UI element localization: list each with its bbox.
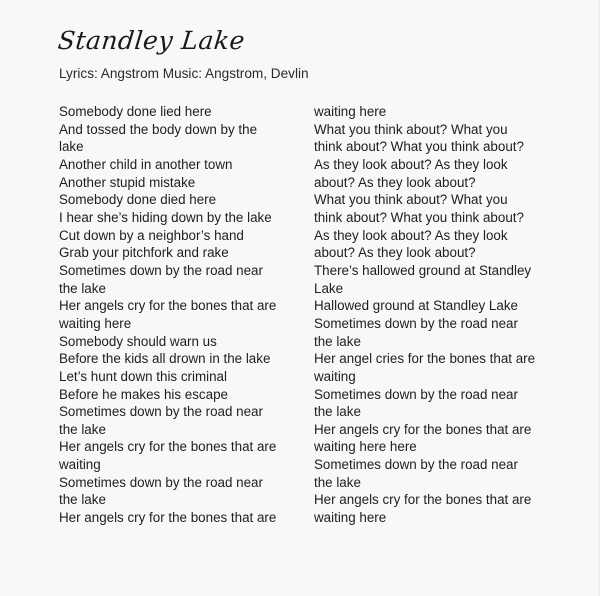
lyric-line: Grab your pitchfork and rake	[59, 245, 229, 261]
lyric-line: about? As they look about?	[314, 245, 476, 261]
lyric-line: Let’s hunt down this criminal	[59, 368, 227, 384]
lyric-line: Hallowed ground at Standley Lake	[314, 298, 518, 314]
lyric-line: Lake	[314, 280, 344, 296]
lyric-line: the lake	[59, 492, 106, 508]
lyric-line: think about? What you think about?	[314, 139, 524, 155]
lyric-line: Before the kids all drown in the lake	[59, 351, 271, 367]
lyric-line: Sometimes down by the road near	[59, 262, 263, 278]
lyric-line: Another stupid mistake	[59, 174, 196, 190]
lyric-line: waiting	[314, 368, 356, 384]
lyric-line: waiting here	[314, 104, 387, 119]
lyric-line: Sometimes down by the road near	[314, 457, 518, 473]
lyric-line: waiting here	[59, 315, 132, 331]
lyric-line: Cut down by a neighbor’s hand	[59, 227, 244, 243]
lyric-line: waiting	[59, 457, 101, 473]
lyric-line: waiting here	[314, 510, 387, 526]
lyric-line: about? As they look about?	[314, 174, 476, 190]
lyric-line: As they look about? As they look	[314, 227, 508, 243]
lyric-line: There’s hallowed ground at Standley	[314, 262, 532, 278]
lyric-line: Somebody should warn us	[59, 333, 217, 349]
lyric-line: Sometimes down by the road near	[59, 474, 263, 490]
lyric-line: the lake	[314, 404, 361, 420]
lyric-line: Her angels cry for the bones that are	[59, 298, 277, 314]
lyric-line: As they look about? As they look	[314, 156, 508, 172]
lyric-line: Her angels cry for the bones that are	[314, 492, 532, 508]
lyric-line: the lake	[59, 280, 106, 296]
lyrics-column-left	[59, 103, 299, 527]
lyrics-column-right	[314, 103, 554, 527]
lyric-line: Sometimes down by the road near	[59, 404, 263, 420]
lyric-line: Sometimes down by the road near	[314, 315, 518, 331]
lyric-line: Somebody done died here	[59, 192, 217, 208]
lyric-line: I hear she’s hiding down by the lake	[59, 209, 272, 225]
lyric-line: think about? What you think about?	[314, 209, 524, 225]
lyric-line: the lake	[59, 421, 106, 437]
lyric-line: Somebody done lied here	[59, 104, 212, 119]
lyric-line: lake	[59, 139, 84, 155]
lyric-line: Her angels cry for the bones that are	[59, 510, 277, 526]
song-credits: Lyrics: Angstrom Music: Angstrom, Devlin	[59, 66, 309, 81]
lyric-line: Before he makes his escape	[59, 386, 228, 402]
lyric-line: Her angel cries for the bones that are	[314, 351, 536, 367]
lyric-line: Her angels cry for the bones that are	[59, 439, 277, 455]
lyric-line: the lake	[314, 333, 361, 349]
lyric-line: Her angels cry for the bones that are	[314, 421, 532, 437]
lyric-line: Sometimes down by the road near	[314, 386, 518, 402]
lyric-line: the lake	[314, 474, 361, 490]
lyric-line: waiting here here	[314, 439, 417, 455]
lyric-line: What you think about? What you	[314, 192, 508, 208]
lyric-line: And tossed the body down by the	[59, 121, 258, 137]
song-title: Standley Lake	[56, 26, 247, 55]
lyric-line: What you think about? What you	[314, 121, 508, 137]
lyric-line: Another child in another town	[59, 156, 233, 172]
